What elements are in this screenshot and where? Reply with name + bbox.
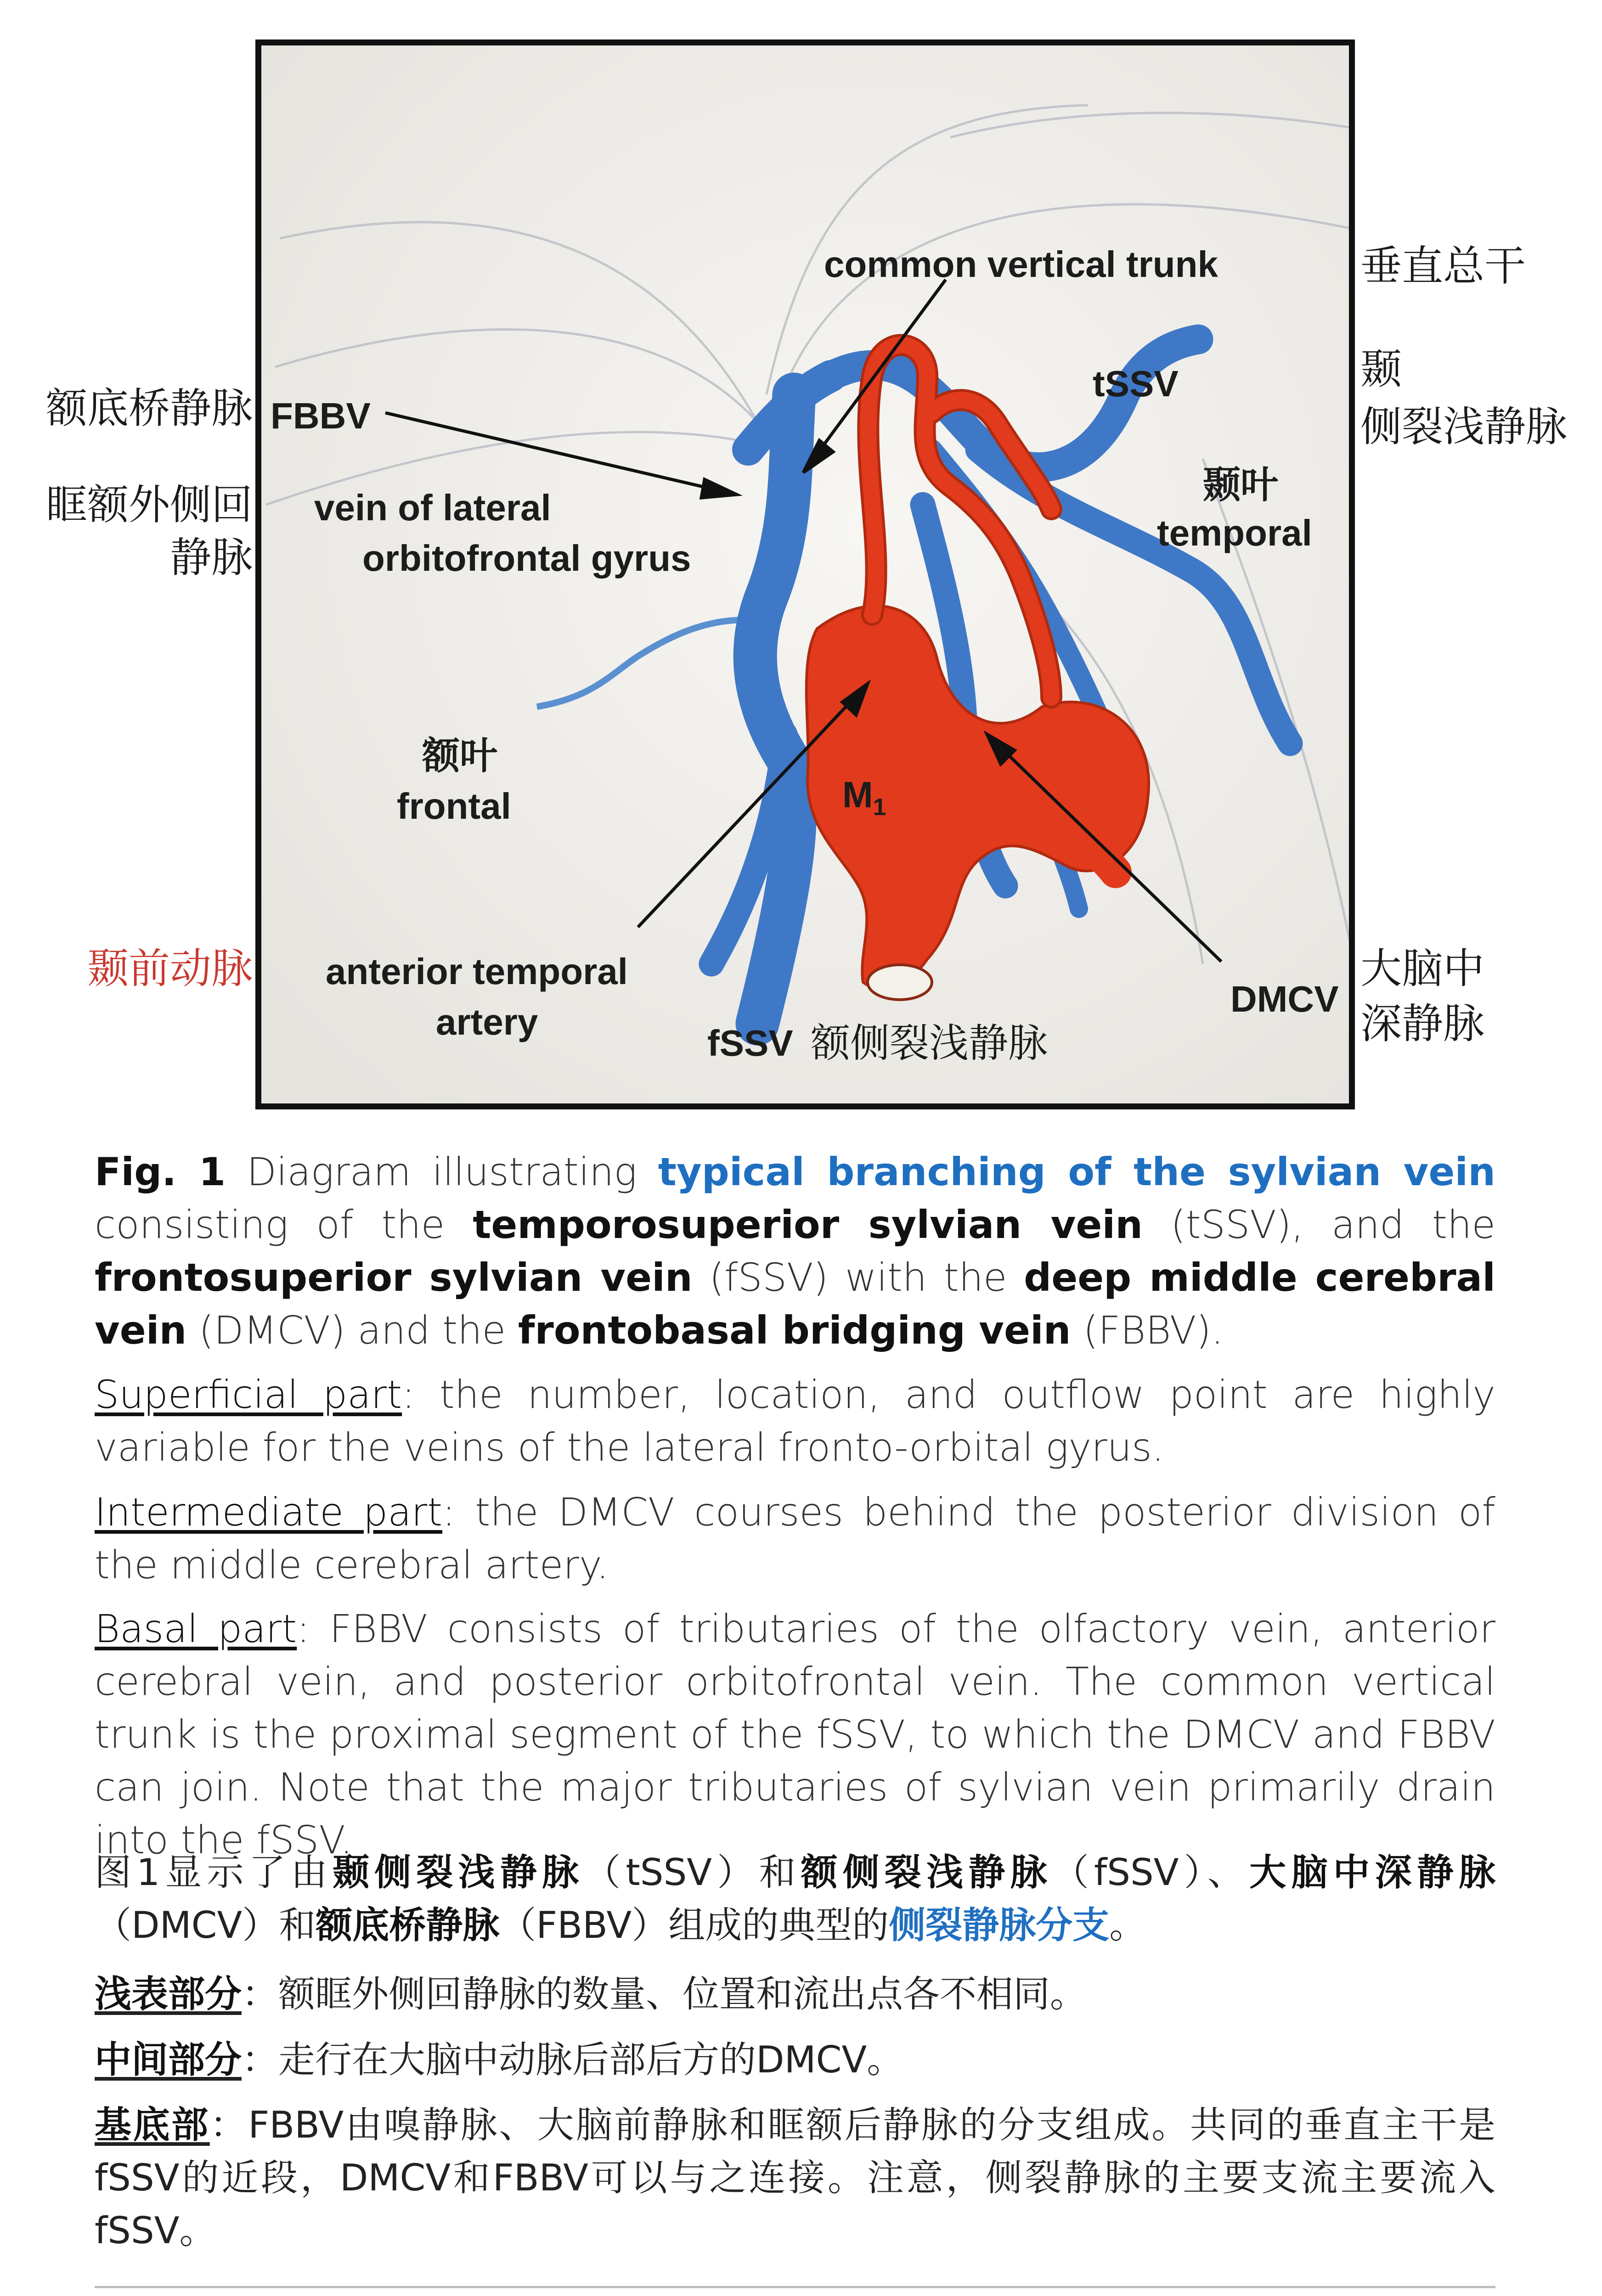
caption-term-fssv: frontosuperior sylvian vein — [95, 1255, 693, 1300]
fig-label: Fig. 1 — [95, 1149, 226, 1194]
side-label-dmcv-cn-2: 深静脉 — [1360, 1000, 1484, 1048]
caption-highlight: typical branching of the sylvian vein — [658, 1149, 1495, 1194]
label-fssv: fSSV — [707, 1023, 793, 1064]
caption-cn-heading: 中间部分 — [95, 2038, 242, 2081]
label-fbbv: FBBV — [271, 395, 371, 436]
anatomy-figure — [255, 39, 1355, 1109]
caption-text: (fSSV) with the — [692, 1255, 1024, 1300]
caption-term-tssv: temporosuperior sylvian vein — [473, 1202, 1143, 1247]
side-label-ata-cn: 颞前动脉 — [87, 945, 253, 993]
caption-cn-p3 — [95, 2033, 1495, 2086]
caption-cn-term: 额底桥静脉 — [316, 1904, 500, 1947]
caption-term-fbbv: frontobasal bridging vein — [518, 1308, 1071, 1353]
caption-cn-text: （fSSV）、 — [1052, 1851, 1250, 1894]
label-common-vertical-trunk: common vertical trunk — [824, 244, 1218, 285]
caption-cn-text: ：走行在大脑中动脉后部后方的DMCV。 — [242, 2038, 904, 2081]
m1-stump — [868, 965, 932, 1000]
label-ata-2: artery — [436, 1002, 538, 1042]
caption-cn-p2 — [95, 1968, 1495, 2020]
caption-heading-intermediate: Intermediate part — [95, 1490, 443, 1535]
label-ata-1: anterior temporal — [326, 951, 628, 992]
caption-cn-text: （FBBV）组成的典型的 — [499, 1904, 889, 1947]
caption-cn-text: 图1显示了由 — [95, 1851, 333, 1894]
label-frontal-cn: 额叶 — [422, 734, 498, 778]
caption-cn-heading: 浅表部分 — [95, 1973, 242, 2015]
caption-cn-p1 — [95, 1846, 1495, 1952]
side-label-lofg-cn-2: 静脉 — [170, 534, 253, 582]
caption-heading-basal: Basal part — [95, 1606, 297, 1651]
caption-cn-text: ：FBBV由嗅静脉、大脑前静脉和眶额后静脉的分支组成。共同的垂直主干是fSSV的近段，DMCV和FBBV可以与之连接。注意，侧裂静脉的主要支流主要流入fSSV。 — [95, 2104, 1496, 2252]
caption-cn-text: （DMCV）和 — [95, 1904, 316, 1947]
caption-text: : the number, location, and outflow point are highly variable for the veins of the lateral fronto-orbital gyrus. — [95, 1372, 1495, 1470]
side-label-fbbv-cn: 额底桥静脉 — [46, 384, 253, 433]
divider — [95, 2286, 1495, 2288]
side-label-trunk-cn: 垂直总干 — [1360, 242, 1526, 290]
caption-cn-term: 颞侧裂浅静脉 — [333, 1851, 584, 1894]
caption-heading-superficial: Superficial part — [95, 1372, 402, 1417]
caption-cn-text: （tSSV）和 — [584, 1851, 801, 1894]
caption-cn-text: ：额眶外侧回静脉的数量、位置和流出点各不相同。 — [242, 1973, 1087, 2015]
label-m1-main: M — [842, 774, 873, 815]
side-label-lofg-cn-1: 眶额外侧回 — [46, 481, 253, 529]
caption-text: (DMCV) and the — [186, 1308, 518, 1353]
caption-text: : the DMCV courses behind the posterior division of the middle cerebral artery. — [95, 1490, 1495, 1587]
caption-text: : FBBV consists of tributaries of the olfactory vein, anterior cerebral vein, and posterior orbitofrontal vein. The common vertical trunk is the proximal segment of the fSSV, to which the DMCV and FBBV can join. Note that the major tributaries of sylvian vein primarily drain into the fSSV. — [95, 1606, 1495, 1863]
label-m1 — [842, 773, 886, 822]
side-label-tssv-cn-2: 侧裂浅静脉 — [1360, 403, 1567, 451]
label-dmcv: DMCV — [1230, 979, 1339, 1019]
caption-en-p4 — [95, 1603, 1495, 1867]
caption-text: Diagram illustrating — [226, 1149, 658, 1194]
caption-cn-text: 。 — [1109, 1904, 1146, 1947]
caption-en-p2 — [95, 1368, 1495, 1474]
label-temporal-cn: 颞叶 — [1203, 463, 1279, 507]
caption-cn-p4 — [95, 2099, 1495, 2257]
label-m1-sub: 1 — [873, 794, 886, 821]
caption-text: (FBBV). — [1071, 1308, 1224, 1353]
label-vein-lofg-1: vein of lateral — [314, 487, 551, 528]
label-tssv: tSSV — [1093, 363, 1179, 404]
label-vein-lofg-2: orbitofrontal gyrus — [362, 538, 691, 579]
label-frontal-en: frontal — [397, 786, 511, 827]
side-label-tssv-cn-1: 颞 — [1360, 345, 1402, 394]
caption-cn-highlight: 侧裂静脉分支 — [889, 1904, 1110, 1947]
caption-cn-term: 额侧裂浅静脉 — [801, 1851, 1052, 1894]
side-label-fssv-cn: 额侧裂浅静脉 — [811, 1020, 1048, 1066]
side-label-dmcv-cn-1: 大脑中 — [1360, 945, 1484, 993]
caption-cn-term: 大脑中深静脉 — [1249, 1851, 1496, 1894]
caption-cn-heading: 基底部 — [95, 2104, 210, 2146]
caption-en-p3 — [95, 1486, 1495, 1592]
caption-text: (tSSV), and the — [1143, 1202, 1495, 1247]
caption-text: consisting of the — [95, 1202, 473, 1247]
label-temporal-en: temporal — [1157, 512, 1312, 553]
caption-en-p1 — [95, 1146, 1495, 1357]
caption-term-dmcv: deep middle cerebral vein — [95, 1255, 1495, 1353]
